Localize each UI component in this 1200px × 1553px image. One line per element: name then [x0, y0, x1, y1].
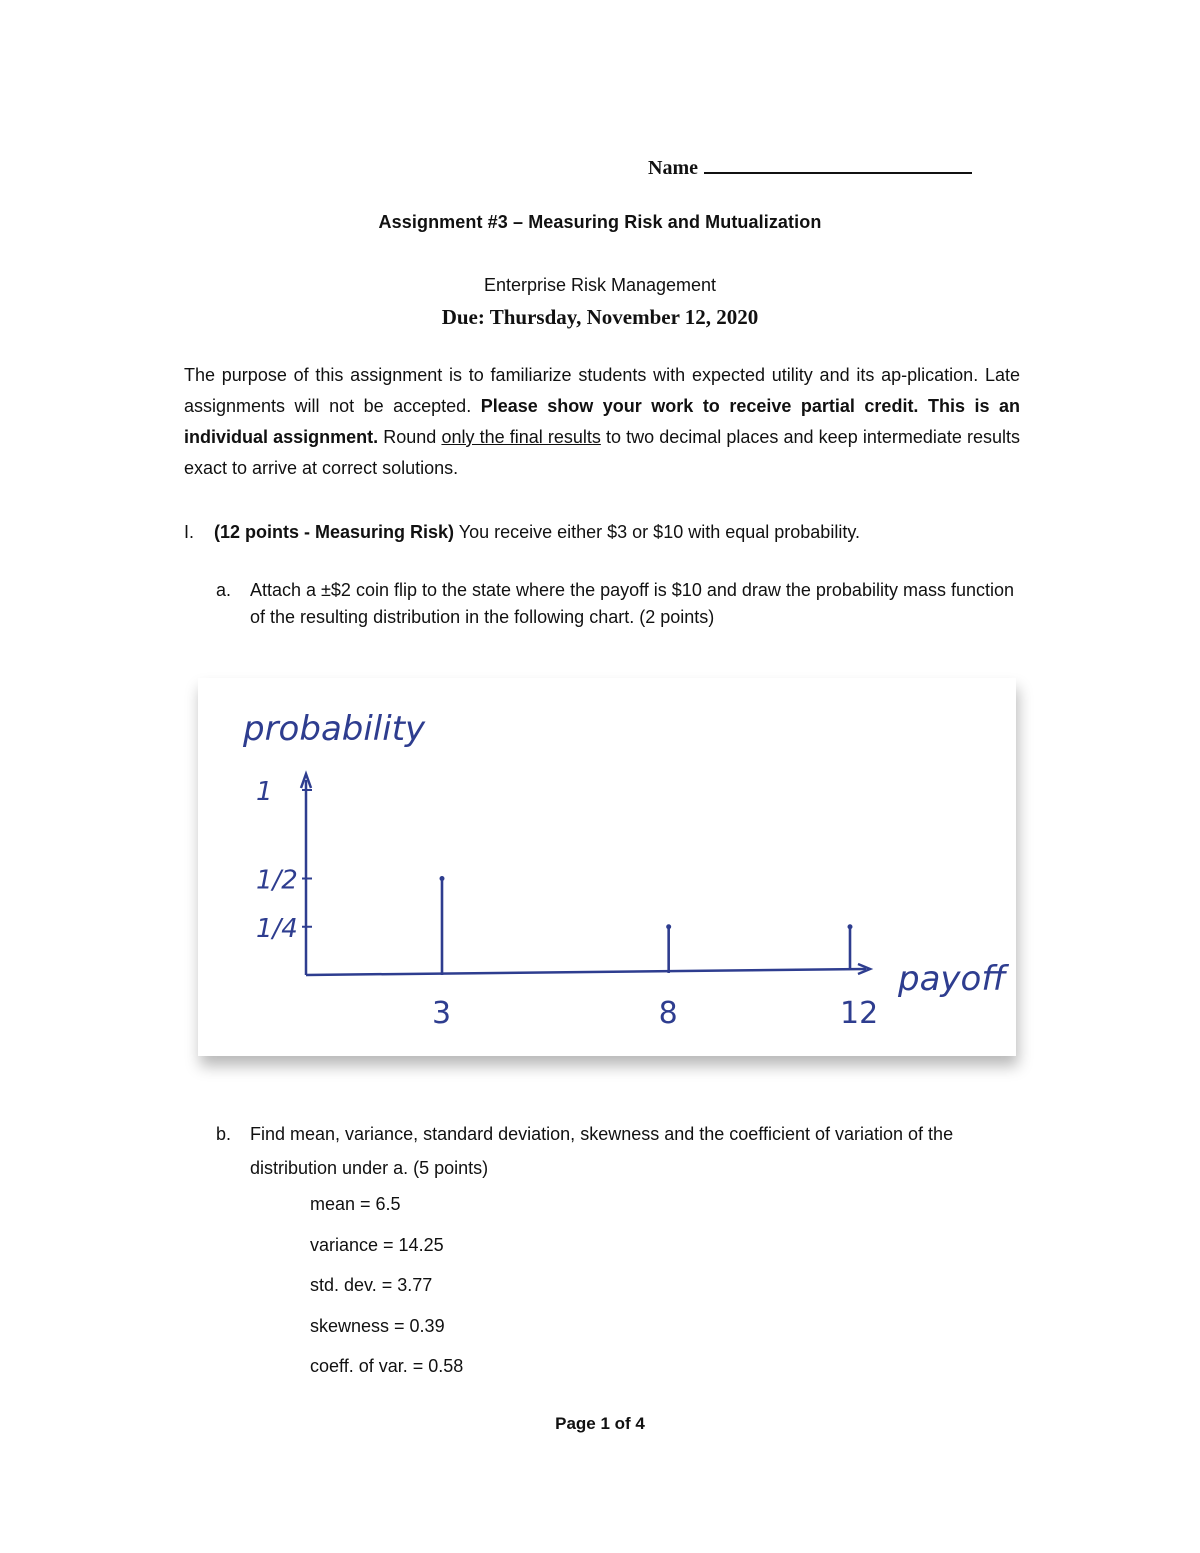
intro-text-3: Round: [378, 427, 442, 447]
part-b-text: Find mean, variance, standard deviation, skewness and the coefficient of variation of the distribution under a. (5 points): [250, 1124, 954, 1178]
result-variance: variance = 14.25: [310, 1234, 444, 1255]
x-axis-label: payoff: [898, 959, 1006, 999]
name-blank-line: [704, 154, 972, 174]
chart-axes: [301, 774, 870, 975]
x-tick-label: 3: [432, 996, 452, 1031]
course-name: Enterprise Risk Management: [483, 275, 717, 295]
intro-text-1: The purpose of this assignment is to familiarize students with expected utility and its ap-plication. Late assignments will not be accepted.: [184, 365, 1020, 416]
result-skewness: skewness = 0.39: [310, 1315, 445, 1336]
part-b-label: b.: [216, 1124, 232, 1144]
due-date: Due: Thursday, November 12, 2020: [441, 305, 759, 329]
y-axis-label: probability: [243, 709, 426, 749]
pmf-chart-svg: [198, 678, 1016, 1056]
page-number: Page 1 of 4: [555, 1414, 645, 1433]
x-axis-line: [306, 969, 866, 975]
y-tick-label: 1: [256, 777, 273, 807]
pmf-point: [666, 924, 671, 929]
question-text: You receive either $3 or $10 with equal probability.: [454, 522, 860, 542]
chart-ticks: [256, 777, 878, 1031]
question-number: I.: [184, 522, 195, 542]
result-std-dev: std. dev. = 3.77: [310, 1275, 433, 1295]
intro-paragraph: [184, 360, 1020, 484]
chart-marks: [440, 876, 853, 975]
pmf-chart: [198, 678, 1016, 1056]
part-b: [216, 1117, 1026, 1185]
pmf-point: [440, 876, 445, 881]
name-field[interactable]: [648, 154, 972, 180]
intro-text-underline: only the final results: [441, 427, 601, 447]
intro-text-5: to two decimal places and keep intermediate results exact to arrive at correct solutions.: [184, 427, 1021, 478]
part-a-text: Attach a ±$2 coin flip to the state where the payoff is $10 and draw the probability mass function of the resulting distribution in the following chart. (2 points): [250, 580, 1014, 627]
y-tick-label: 1/4: [256, 913, 298, 944]
results-list: [310, 1190, 463, 1393]
intro-text-bold: Please show your work to receive partial credit. This is an individual assignment.: [184, 396, 1020, 447]
x-tick-label: 12: [840, 996, 879, 1031]
part-a: [216, 577, 1016, 631]
pmf-point: [848, 924, 853, 929]
part-a-label: a.: [216, 580, 232, 600]
result-coeff-of-var: coeff. of var. = 0.58: [310, 1356, 464, 1376]
question-points: (12 points - Measuring Risk): [214, 522, 455, 542]
question-1: [184, 522, 860, 543]
name-label: Name: [648, 157, 698, 179]
assignment-title: Assignment #3 – Measuring Risk and Mutualization: [378, 212, 822, 232]
y-tick-label: 1/2: [256, 865, 298, 896]
result-mean: mean = 6.5: [310, 1194, 401, 1214]
x-tick-label: 8: [658, 996, 678, 1031]
